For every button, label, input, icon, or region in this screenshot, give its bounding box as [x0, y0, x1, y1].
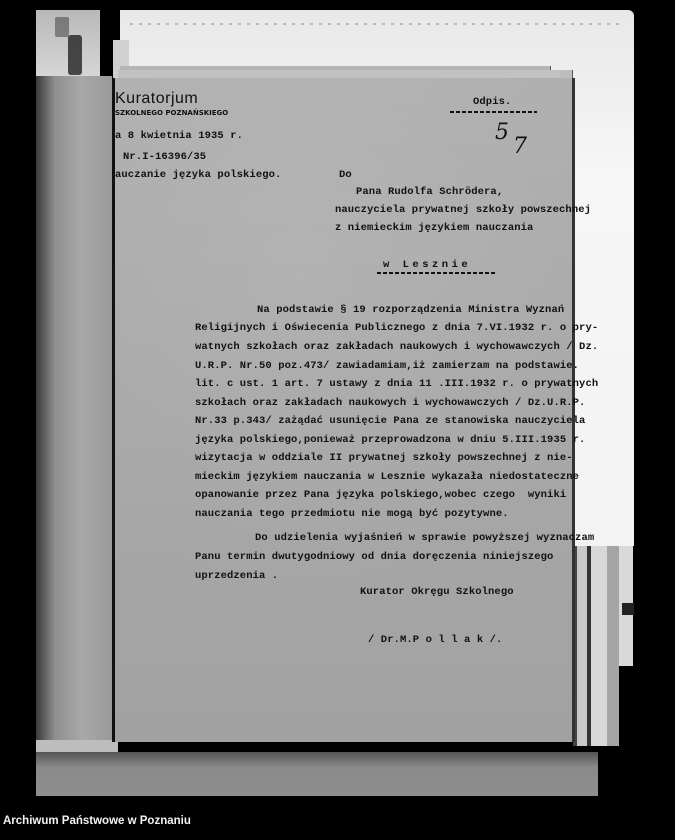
- ink-mark: [55, 17, 69, 37]
- addressee-role-1: nauczyciela prywatnej szkoły powszechnej: [335, 204, 592, 216]
- addressee-place: w Lesznie: [383, 259, 472, 271]
- sheet-perforation: [130, 23, 620, 25]
- folio-digit-2: 7: [513, 134, 527, 159]
- body-line: lit. c ust. 1 art. 7 ustawy z dnia 11 .III.1932 r. o prywatnych: [195, 378, 599, 390]
- closing-line: Panu termin dwutygodniowy od dnia doręczenia niniejszego: [195, 551, 554, 563]
- copy-mark-underline: [450, 111, 537, 113]
- place-underline: [377, 272, 495, 274]
- letter-page: [112, 78, 599, 742]
- letter-subject: auczanie języka polskiego.: [115, 169, 282, 181]
- letter-date: a 8 kwietnia 1935 r.: [115, 130, 244, 142]
- body-line: wizytacja w oddziale II prywatnej szkoły powszechnej z nie-: [195, 452, 573, 464]
- body-line: mieckim językiem nauczania w Lesznie wykazała niedostateczne: [195, 471, 580, 483]
- body-line: watnych szkołach oraz zakładach naukowych i wychowawczych / Dz.: [195, 341, 599, 353]
- folder-bottom-board: [36, 752, 598, 796]
- clip-mark: [622, 603, 634, 615]
- body-line: U.R.P. Nr.50 poz.473/ zawiadamiam,iż zamierzam na podstawie.: [195, 360, 580, 372]
- ink-stain: [68, 35, 82, 75]
- salutation: Do: [339, 169, 352, 181]
- body-line: Religijnych i Oświecenia Publicznego z dnia 7.VI.1932 r. o pry-: [195, 322, 599, 334]
- closing-line: uprzedzenia .: [195, 570, 279, 582]
- body-line: szkołach oraz zakładach naukowych i wychowawczych / Dz.U.R.P.: [195, 397, 586, 409]
- copy-mark: Odpis.: [473, 96, 512, 108]
- folio-digit-1: 5: [495, 120, 509, 145]
- body-line: nauczania tego przedmiotu nie mogą być pozytywne.: [195, 508, 509, 520]
- addressee-role-2: z niemieckim językiem nauczania: [335, 222, 534, 234]
- issuer-subtitle: SZKOLNEGO POZNAŃSKIEGO: [115, 109, 229, 117]
- reference-number: Nr.I-16396/35: [123, 151, 207, 163]
- folder-spine: [36, 76, 112, 744]
- stacked-page-edge: [118, 70, 561, 78]
- archive-watermark: Archiwum Państwowe w Poznaniu: [3, 815, 191, 827]
- issuer-name: Kuratorjum: [115, 90, 199, 107]
- body-line: Nr.33 p.343/ zażądać usunięcie Pana ze stanowiska nauczyciela: [195, 415, 586, 427]
- body-line: języka polskiego,ponieważ przeprowadzona w dniu 5.III.1935 r.: [195, 434, 586, 446]
- closing-line: Do udzielenia wyjaśnień w sprawie powyższej wyznaczam: [255, 532, 595, 544]
- page-edges-right: [573, 546, 619, 746]
- signature-title: Kurator Okręgu Szkolnego: [360, 586, 514, 598]
- body-line: opanowanie przez Pana języka polskiego,wobec czego wyniki: [195, 489, 567, 501]
- body-line: Na podstawie § 19 rozporządzenia Ministra Wyznań: [257, 304, 565, 316]
- addressee-name: Pana Rudolfa Schrödera,: [356, 186, 504, 198]
- signature-name: / Dr.M.P o l l a k /.: [368, 634, 503, 646]
